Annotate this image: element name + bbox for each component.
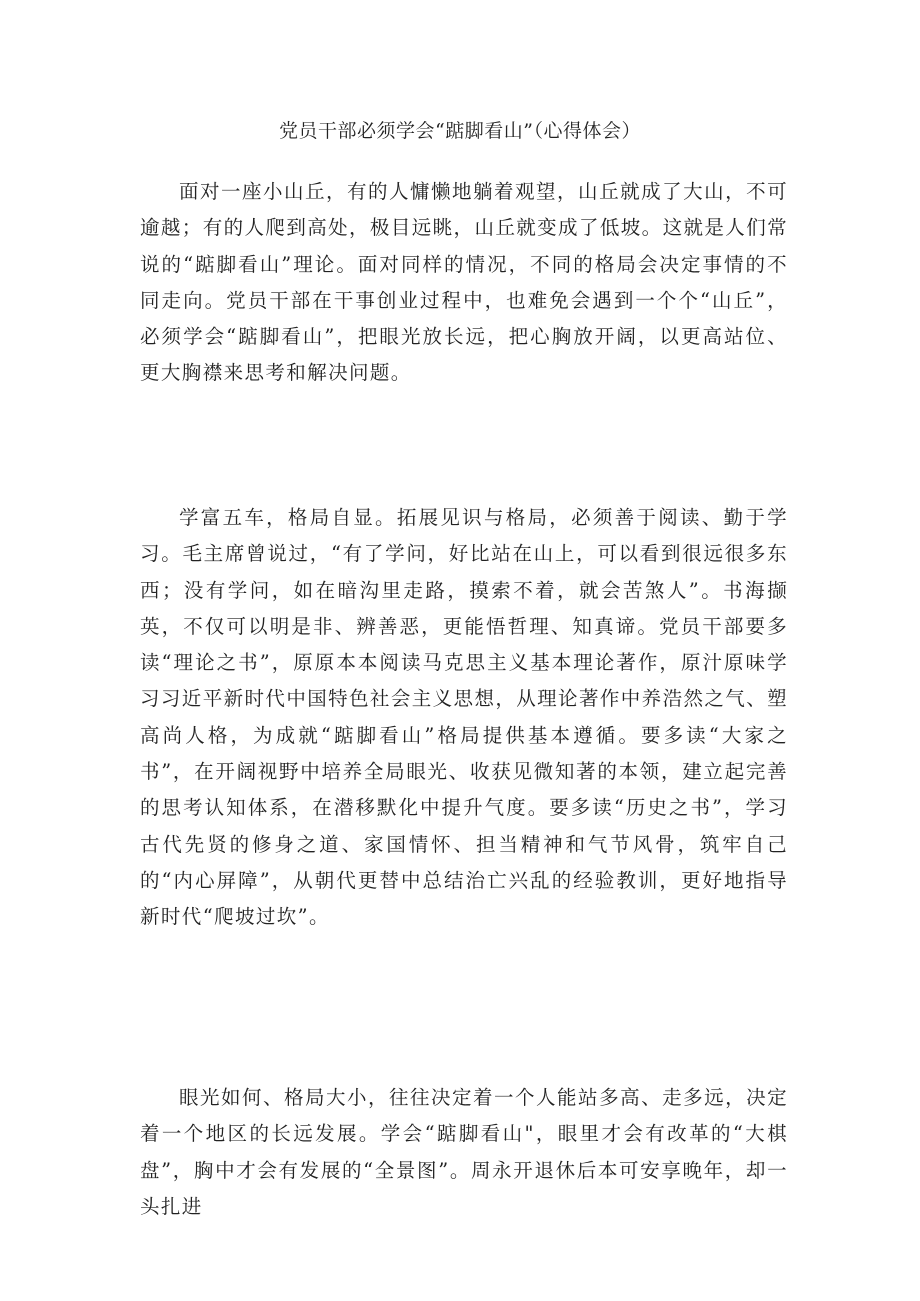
document-title: 党员干部必须学会“踮脚看山”（心得体会） <box>279 120 641 142</box>
paragraph-3: 眼光如何、格局大小，往往决定着一个人能站多高、走多远，决定着一个地区的长远发展。学会“踮脚看山"，眼里才会有改革的“大棋盘”，胸中才会有发展的“全景图”。周永开退休后本可安享晚年，却一头扎进 <box>140 1086 788 1218</box>
paragraph-1: 面对一座小山丘，有的人慵懒地躺着观望，山丘就成了大山，不可逾越；有的人爬到高处，极目远眺，山丘就变成了低坡。这就是人们常说的“踮脚看山”理论。面对同样的情况，不同的格局会决定事情的不同走向。党员干部在干事创业过程中，也难免会遇到一个个“山丘”，必须学会“踮脚看山”，把眼光放长远，把心胸放开阔，以更高站位、更大胸襟来思考和解决问题。 <box>140 180 788 385</box>
paragraph-2: 学富五车，格局自显。拓展见识与格局，必须善于阅读、勤于学习。毛主席曾说过，“有了学问，好比站在山上，可以看到很远很多东西；没有学问，如在暗沟里走路，摸索不着，就会苦煞人”。书海撷英，不仅可以明是非、辨善恶，更能悟哲理、知真谛。党员干部要多读“理论之书”，原原本本阅读马克思主义基本理论著作，原汁原味学习习近平新时代中国特色社会主义思想，从理论著作中养浩然之气、塑高尚人格，为成就“踮脚看山”格局提供基本遵循。要多读“大家之书”，在开阔视野中培养全局眼光、收获见微知著的本领，建立起完善的思考认知体系，在潜移默化中提升气度。要多读“历史之书”，学习古代先贤的修身之道、家国情怀、担当精神和气节风骨，筑牢自己的“内心屏障”，从朝代更替中总结治亡兴乱的经验教训，更好地指导新时代“爬坡过坎”。 <box>140 506 788 929</box>
